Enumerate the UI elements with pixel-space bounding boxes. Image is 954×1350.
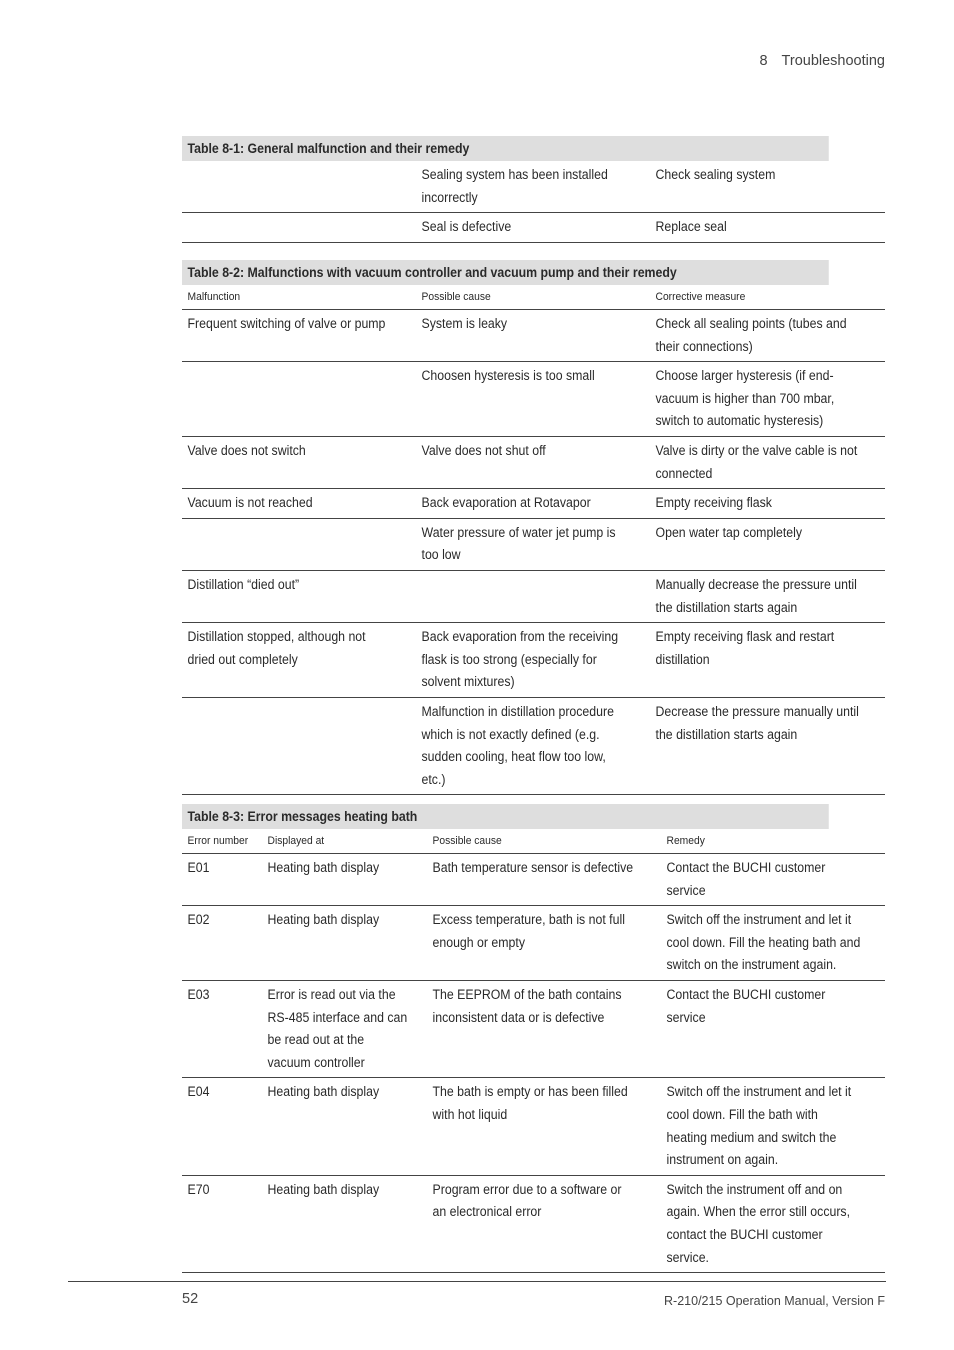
table-row [182, 436, 885, 488]
measure-cell: Open water tap completely [650, 518, 866, 570]
measure-cell: Valve is dirty or the valve cable is not connected [650, 436, 866, 488]
table-title: Table 8-1: General malfunction and their remedy [182, 136, 829, 161]
cause-cell: Back evaporation at Rotavapor [416, 489, 631, 519]
cause-cell: Choosen hysteresis is too small [416, 362, 631, 437]
remedy-cell: Contact the BUCHI customer service [661, 854, 867, 906]
table-row [182, 854, 885, 906]
column-header-displayed-at: Displayed at [262, 829, 414, 854]
chapter-number: 8 [759, 53, 768, 69]
malfunction-cell: Distillation “died out” [182, 570, 397, 622]
table-row [182, 1175, 885, 1272]
page-number: 52 [182, 1291, 199, 1307]
cause-cell: Excess temperature, bath is not full enough or empty [427, 906, 642, 981]
measure-cell: Check all sealing points (tubes and their connections) [650, 310, 866, 362]
column-header-measure: Corrective measure [650, 285, 866, 310]
cause-cell: Bath temperature sensor is defective [427, 854, 642, 906]
table-title: Table 8-3: Error messages heating bath [182, 804, 829, 829]
displayed-at-cell: Heating bath display [262, 1175, 414, 1272]
table-row [182, 362, 885, 437]
table-8-2 [182, 260, 885, 795]
table-row [182, 213, 885, 243]
table-row [182, 161, 885, 213]
table-title: Table 8-2: Malfunctions with vacuum controller and vacuum pump and their remedy [182, 260, 829, 285]
cause-cell: Back evaporation from the receiving flask is too strong (especially for solvent mixtures) [416, 623, 631, 698]
displayed-at-cell: Heating bath display [262, 1078, 414, 1175]
malfunction-cell: Vacuum is not reached [182, 489, 397, 519]
chapter-title: Troubleshooting [781, 53, 885, 69]
table-8-3 [182, 804, 885, 1273]
table-row [182, 518, 885, 570]
measure-cell: Empty receiving flask and restart distillation [650, 623, 866, 698]
table-row [182, 489, 885, 519]
malfunction-cell [182, 697, 397, 794]
cause-cell: Malfunction in distillation procedure which is not exactly defined (e.g. sudden cooling, heat flow too low, etc.) [416, 697, 631, 794]
malfunction-cell [182, 161, 397, 213]
remedy-cell: Check sealing system [650, 161, 866, 213]
malfunction-cell: Distillation stopped, although not dried out completely [182, 623, 397, 698]
column-header-cause: Possible cause [416, 285, 631, 310]
displayed-at-cell: Heating bath display [262, 906, 414, 981]
error-number-cell: E02 [182, 906, 256, 981]
cause-cell: Water pressure of water jet pump is too low [416, 518, 631, 570]
cause-cell: The EEPROM of the bath contains inconsistent data or is defective [427, 980, 642, 1077]
column-header-malfunction: Malfunction [182, 285, 397, 310]
remedy-cell: Contact the BUCHI customer service [661, 980, 867, 1077]
cause-cell: Program error due to a software or an electronical error [427, 1175, 642, 1272]
table-8-1 [182, 136, 885, 243]
column-header-error-number: Error number [182, 829, 256, 854]
displayed-at-cell: Heating bath display [262, 854, 414, 906]
remedy-cell: Replace seal [650, 213, 866, 243]
cause-cell: Sealing system has been installed incorrectly [416, 161, 631, 213]
footer-rule [68, 1281, 886, 1282]
document-title: R-210/215 Operation Manual, Version F [664, 1294, 885, 1308]
cause-cell: The bath is empty or has been filled with hot liquid [427, 1078, 642, 1175]
table-row [182, 310, 885, 362]
running-header [600, 53, 885, 69]
column-header-cause: Possible cause [427, 829, 642, 854]
malfunction-cell: Valve does not switch [182, 436, 397, 488]
table-row [182, 623, 885, 698]
error-number-cell: E04 [182, 1078, 256, 1175]
column-header-remedy: Remedy [661, 829, 867, 854]
error-number-cell: E70 [182, 1175, 256, 1272]
remedy-cell: Switch off the instrument and let it cool down. Fill the bath with heating medium and switch the instrument on again. [661, 1078, 867, 1175]
cause-cell: Seal is defective [416, 213, 631, 243]
column-header-row [182, 829, 885, 854]
error-number-cell: E03 [182, 980, 256, 1077]
malfunction-cell [182, 213, 397, 243]
measure-cell: Manually decrease the pressure until the distillation starts again [650, 570, 866, 622]
measure-cell: Decrease the pressure manually until the distillation starts again [650, 697, 866, 794]
measure-cell: Choose larger hysteresis (if end-vacuum is higher than 700 mbar, switch to automatic hysteresis) [650, 362, 866, 437]
remedy-cell: Switch off the instrument and let it cool down. Fill the heating bath and switch on the instrument again. [661, 906, 867, 981]
displayed-at-cell: Error is read out via the RS-485 interface and can be read out at the vacuum controller [262, 980, 414, 1077]
table-row [182, 980, 885, 1077]
column-header-row [182, 285, 885, 310]
malfunction-cell: Frequent switching of valve or pump [182, 310, 397, 362]
cause-cell: Valve does not shut off [416, 436, 631, 488]
table-row [182, 570, 885, 622]
malfunction-cell [182, 518, 397, 570]
measure-cell: Empty receiving flask [650, 489, 866, 519]
table-row [182, 1078, 885, 1175]
malfunction-cell [182, 362, 397, 437]
remedy-cell: Switch the instrument off and on again. When the error still occurs, contact the BUCHI customer service. [661, 1175, 867, 1272]
table-row [182, 697, 885, 794]
cause-cell [416, 570, 631, 622]
table-row [182, 906, 885, 981]
cause-cell: System is leaky [416, 310, 631, 362]
error-number-cell: E01 [182, 854, 256, 906]
